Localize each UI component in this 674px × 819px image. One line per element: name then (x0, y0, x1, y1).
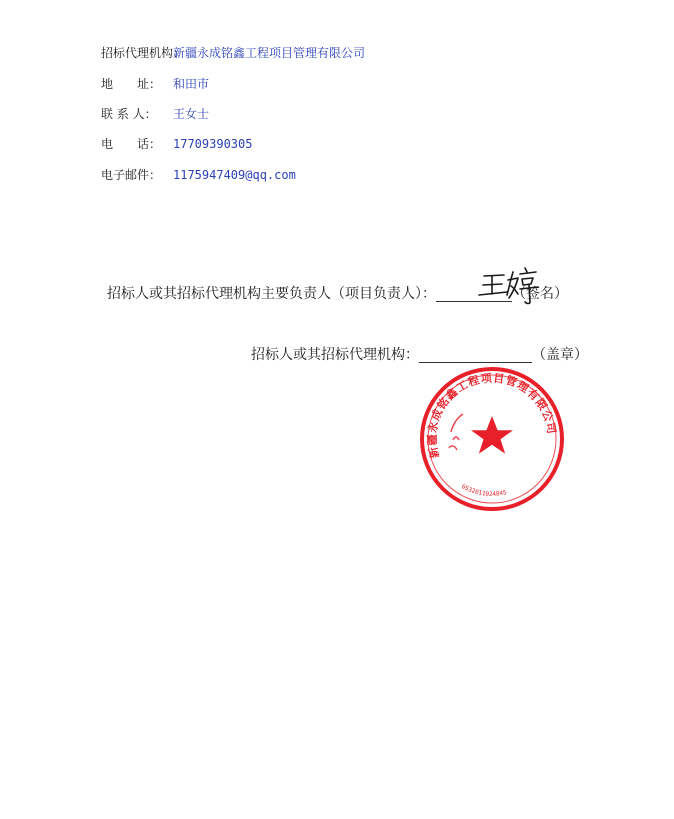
stamp-suffix: （盖章） (532, 347, 588, 363)
email-label: 电子邮件： (101, 168, 162, 182)
seal-code: 6532011024845 (460, 483, 508, 498)
seal-ring-text: 新疆永成铭鑫工程项目管理有限公司 (425, 371, 559, 460)
handwritten-signature (470, 264, 550, 308)
agency-value: 新疆永成铭鑫工程项目管理有限公司 (173, 46, 366, 60)
stamp-line (251, 346, 588, 363)
official-seal (419, 366, 565, 512)
phone-value: 17709390305 (173, 137, 253, 151)
phone-label: 电 话： (101, 137, 162, 151)
contact-person-row (101, 107, 209, 121)
address-label: 地 址： (101, 77, 162, 91)
agency-row (101, 46, 365, 60)
email-link[interactable]: 1175947409@qq.com (173, 168, 296, 182)
signature-suffix: （签名） (512, 286, 568, 302)
contact-person-value: 王女士 (173, 107, 210, 121)
email-row (101, 168, 296, 182)
agency-label: 招标代理机构： (101, 46, 186, 60)
address-row (101, 77, 209, 91)
signature-label: 招标人或其招标代理机构主要负责人（项目负责人）： (107, 286, 436, 302)
seal-script-marks (449, 414, 463, 450)
phone-row (101, 137, 252, 151)
stamp-label: 招标人或其招标代理机构： (251, 347, 419, 363)
stamp-underline (419, 346, 532, 363)
seal-star-icon (471, 416, 513, 454)
contact-person-label: 联 系 人： (101, 107, 157, 121)
address-value: 和田市 (173, 77, 210, 91)
